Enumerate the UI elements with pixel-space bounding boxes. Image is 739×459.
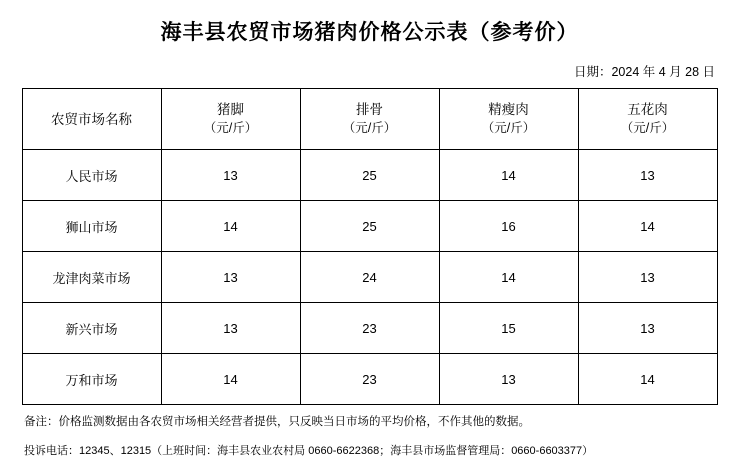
date-label: 日期：2024 年 4 月 28 日: [573, 65, 715, 79]
header-pig-trotter-name: 猪脚: [217, 102, 244, 117]
header-pork-belly-unit: （元/斤）: [620, 121, 675, 135]
cell-lean-meat: 16: [439, 201, 578, 252]
header-ribs-unit: （元/斤）: [342, 121, 397, 135]
header-pig-trotter-unit: （元/斤）: [203, 121, 258, 135]
cell-ribs: 25: [300, 150, 439, 201]
cell-pig-trotter: 14: [161, 201, 300, 252]
table-row: [22, 303, 717, 354]
cell-ribs: 25: [300, 201, 439, 252]
row-market-name: 万和市场: [22, 354, 161, 405]
header-cell-market: [22, 89, 161, 150]
header-lean-meat-name: 精瘦肉: [488, 102, 529, 117]
header-cell-pig-trotter: [161, 89, 300, 150]
table-row: [22, 201, 717, 252]
table-body: [22, 150, 717, 405]
cell-ribs: 23: [300, 354, 439, 405]
header-cell-pork-belly: [578, 89, 717, 150]
header-cell-lean-meat: [439, 89, 578, 150]
cell-pork-belly: 14: [578, 201, 717, 252]
row-market-name: 龙津肉菜市场: [22, 252, 161, 303]
cell-pig-trotter: 13: [161, 303, 300, 354]
header-market-name: 农贸市场名称: [51, 111, 132, 127]
header-lean-meat-unit: （元/斤）: [481, 121, 536, 135]
table-header: [22, 89, 717, 150]
cell-pig-trotter: 13: [161, 252, 300, 303]
price-table: [22, 88, 718, 405]
footer-note: 备注：价格监测数据由各农贸市场相关经营者提供，只反映当日市场的平均价格，不作其他的数据。: [24, 416, 530, 428]
page-title: 海丰县农贸市场猪肉价格公示表（参考价）: [160, 20, 579, 44]
table-row: [22, 354, 717, 405]
cell-pig-trotter: 13: [161, 150, 300, 201]
cell-lean-meat: 13: [439, 354, 578, 405]
row-market-name: 狮山市场: [22, 201, 161, 252]
table-row: [22, 150, 717, 201]
cell-ribs: 24: [300, 252, 439, 303]
cell-pork-belly: 13: [578, 150, 717, 201]
cell-pork-belly: 13: [578, 252, 717, 303]
row-market-name: 新兴市场: [22, 303, 161, 354]
header-row: [22, 89, 717, 150]
footer-hotline: 投诉电话：12345、12315（上班时间：海丰县农业农村局 0660-6622368；海丰县市场监督管理局：0660-6603377）: [24, 445, 594, 457]
header-ribs-name: 排骨: [356, 102, 383, 117]
cell-lean-meat: 14: [439, 150, 578, 201]
header-pork-belly-name: 五花肉: [627, 102, 668, 117]
cell-pork-belly: 13: [578, 303, 717, 354]
cell-lean-meat: 14: [439, 252, 578, 303]
cell-lean-meat: 15: [439, 303, 578, 354]
row-market-name: 人民市场: [22, 150, 161, 201]
header-cell-ribs: [300, 89, 439, 150]
cell-ribs: 23: [300, 303, 439, 354]
table-row: [22, 252, 717, 303]
cell-pork-belly: 14: [578, 354, 717, 405]
cell-pig-trotter: 14: [161, 354, 300, 405]
